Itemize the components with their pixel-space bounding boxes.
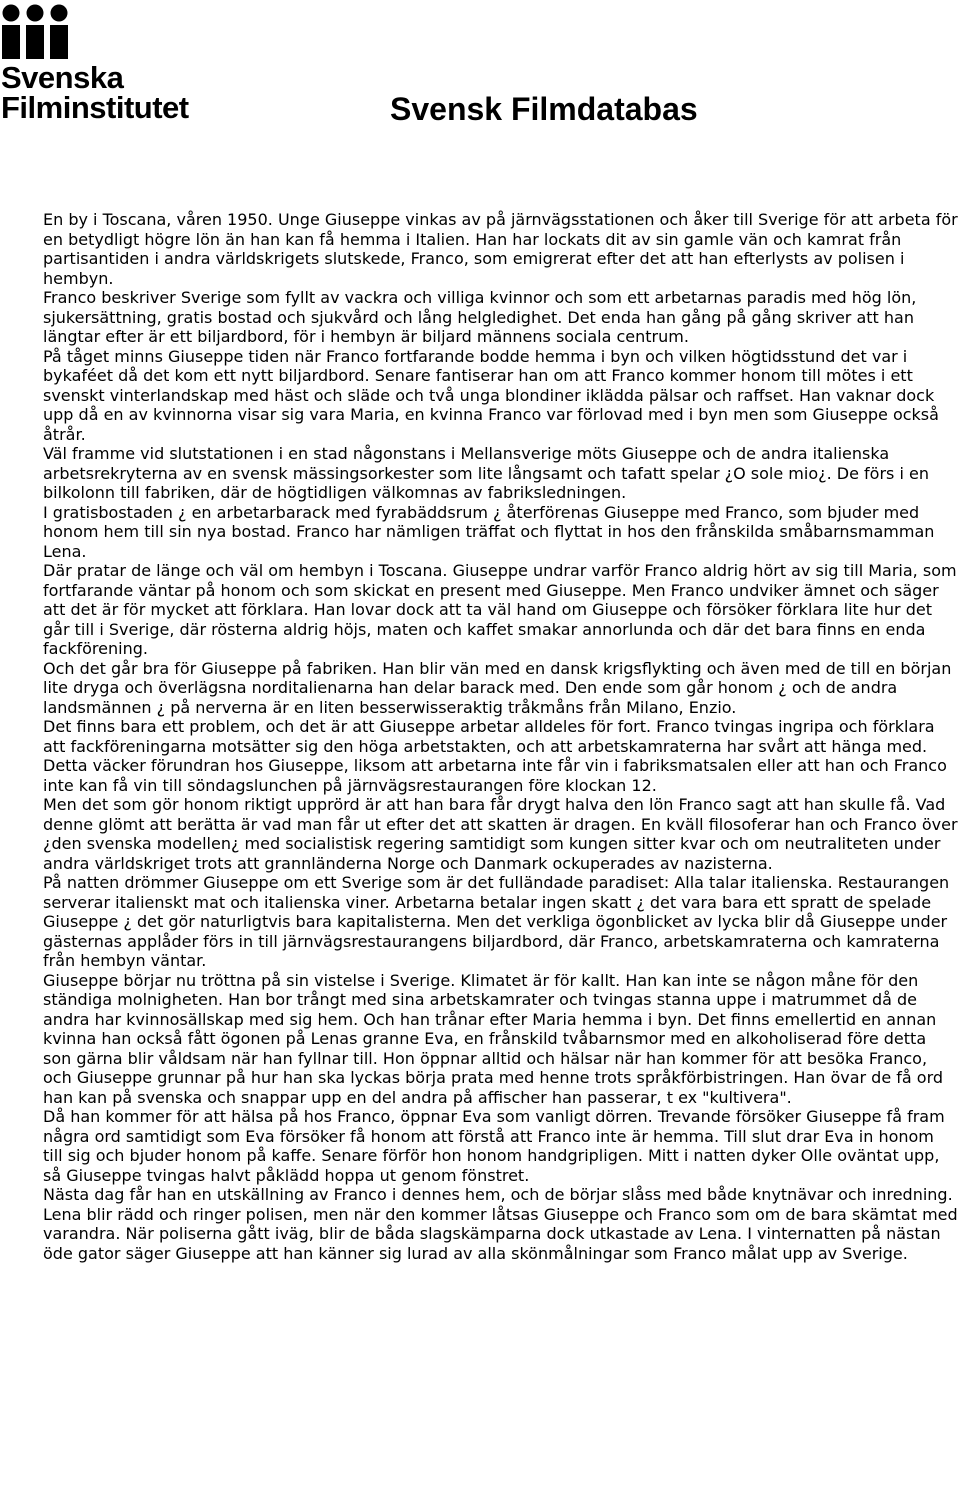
logo-bar-3 (50, 25, 68, 59)
synopsis-paragraph: Men det som gör honom riktigt upprörd är att han bara får drygt halva den lön Franco sagt att han skulle få. Vad denne glömt att berätta är vad man får ut efter det att skatten är dragen. En kväll filosoferar han och Franco över ¿den svenska modellen¿ med socialistisk regering samtidigt som kungen sitter kvar och om neutraliteten under andra världskriget trots att grannländerna Norge och Danmark ockuperades av nazisterna. (43, 795, 958, 873)
logo-emblem-icon (2, 4, 78, 60)
synopsis-paragraph: En by i Toscana, våren 1950. Unge Giuseppe vinkas av på järnvägsstationen och åker till Sverige för att arbeta för en betydligt högre lön än han kan få hemma i Italien. Han har lockats dit av sin gamle vän och kamrat från partisantiden i andra världskrigets slutskede, Franco, som emigrerat efter det att han efterlysts av polisen i hembyn. (43, 210, 958, 288)
page-title: Svensk Filmdatabas (390, 91, 698, 127)
synopsis-paragraph: Då han kommer för att hälsa på hos Franco, öppnar Eva som vanligt dörren. Trevande försöker Giuseppe få fram några ord samtidigt som Eva försöker få honom att förstå att Franco inte är hemma. Till slut drar Eva in honom till sig och bjuder honom på kaffe. Senare förför hon honom handgripligen. Mitt i natten dyker Olle oväntat upp, så Giuseppe tvingas halvt påklädd hoppa ut genom fönstret. (43, 1107, 945, 1185)
film-synopsis (43, 210, 958, 1263)
logo-dot-1 (3, 5, 20, 22)
synopsis-paragraph: Giuseppe börjar nu tröttna på sin vistelse i Sverige. Klimatet är för kallt. Han kan inte se någon måne för den ständiga molnigheten. Han bor trångt med sina arbetskamrater och tvingas stanna uppe i matrummet då de andra har kvinnosällskap med sig hem. Och han trånar efter Maria hemma i byn. Det finns emellertid en annan kvinna han också fått ögonen på Lenas granne Eva, en frånskild tvåbarnsmor med en alkoholiserad före detta son gärna blir våldsam när han fyllnar till. Hon öppnar alltid och hälsar när han kommer för att besöka Franco, och Giuseppe grunnar på hur han ska lyckas börja prata med henne trots språkförbistringen. Han övar de få ord han kan på svenska och snappar upp en del andra på affischer han passerar, t ex "kultivera". (43, 970, 944, 1107)
synopsis-paragraph: Där pratar de länge och väl om hembyn i Toscana. Giuseppe undrar varför Franco aldrig hört av sig till Maria, som fortfarande väntar på honom och som skickat en present med Giuseppe. Men Franco undviker ämnet och säger att det är för mycket att förklara. Han lovar dock att ta väl hand om Giuseppe och försöker förklara lite hur det går till i Sverige, där rösterna aldrig höjs, maten och kaffet smakar annorlunda och där det bara finns en enda fackförening. (43, 561, 957, 658)
logo-text-line2: Filminstitutet (1, 90, 189, 125)
synopsis-paragraph: Franco beskriver Sverige som fyllt av vackra och villiga kvinnor och som ett arbetarnas paradis med hög lön, sjukersättning, gratis bostad och sjukvård och lång helgledighet. Det enda han gång på gång skriver att han längtar efter är ett biljardbord, för i hembyn är biljard männens sociala centrum. (43, 288, 917, 346)
synopsis-paragraph: På natten drömmer Giuseppe om ett Sverige som är det fulländade paradiset: Alla talar italienska. Restaurangen serverar italienskt mat och italienska viner. Arbetarna betalar ingen skatt ¿ det vara bara ett spratt de spelade Giuseppe ¿ det gör naturligtvis bara kapitalisterna. Men det verkliga ögonblicket av lycka blir då Giuseppe under gästernas applåder förs in till järnvägsrestaurangens biljardbord, där Franco, arbetskamraterna och kamraterna från hembyn väntar. (43, 873, 950, 970)
synopsis-paragraph: Och det går bra för Giuseppe på fabriken. Han blir vän med en dansk krigsflykting och även med de till en början lite dryga och överlägsna norditalienarna han delar barack med. Den ende som går honom ¿ och de andra landsmännen ¿ på nerverna är en liten besserwisseraktig tråkmåns från Milano, Enzio. (43, 658, 952, 717)
logo-text-line1: Svenska (1, 60, 124, 95)
synopsis-paragraph: På tåget minns Giuseppe tiden när Franco fortfarande bodde hemma i byn och vilken högtidsstund det var i bykaféet då det kom ett nytt biljardbord. Senare fantiserar han om att Franco kommer honom till mötes i ett svenskt vinterlandskap med häst och släde och två unga blondiner iklädda pälsar och raffset. Han vaknar dock upp då en av kvinnorna visar sig vara Maria, en kvinna Franco var förlovad med i byn men som Giuseppe också åtrår. (43, 346, 939, 444)
svenska-filminstitutet-logo (0, 0, 200, 125)
logo-bar-2 (26, 25, 44, 59)
synopsis-paragraph: Väl framme vid slutstationen i en stad någonstans i Mellansverige möts Giuseppe och de andra italienska arbetsrekryterna av en svensk mässingsorkester som lite långsamt och tafatt spelar ¿O sole mio¿. De förs i en bilkolonn till fabriken, där de högtidligen välkomnas av fabriksledningen. (43, 444, 929, 502)
logo-dot-3 (51, 5, 68, 22)
synopsis-paragraph: I gratisbostaden ¿ en arbetarbarack med fyrabäddsrum ¿ återförenas Giuseppe med Franco, som bjuder med honom hem till sin nya bostad. Franco har nämligen träffat och flyttat in hos den frånskilda småbarnsmamman Lena. (43, 502, 935, 561)
synopsis-paragraph: Nästa dag får han en utskällning av Franco i dennes hem, och de börjar slåss med både knytnävar och inredning. Lena blir rädd och ringer polisen, men när den kommer låtsas Giuseppe och Franco som om de bara skämtat med varandra. När poliserna gått iväg, blir de båda slagskämparna dock utkastade av Lena. I vinternatten på nästan öde gator säger Giuseppe att han känner sig lurad av alla skönmålningar som Franco målat upp av Sverige. (43, 1185, 958, 1263)
logo-dot-2 (27, 5, 44, 22)
logo-bar-1 (2, 25, 20, 59)
synopsis-paragraph: Det finns bara ett problem, och det är att Giuseppe arbetar alldeles för fort. Franco tvingas ingripa och förklara att fackföreningarna motsätter sig den höga arbetstakten, och att arbetskamraterna har svårt att hänga med. Detta väcker förundran hos Giuseppe, liksom att arbetarna inte får vin i fabriksmatsalen eller att han och Franco inte kan få vin till söndagslunchen på järnvägsrestaurangen före klockan 12. (43, 717, 947, 795)
